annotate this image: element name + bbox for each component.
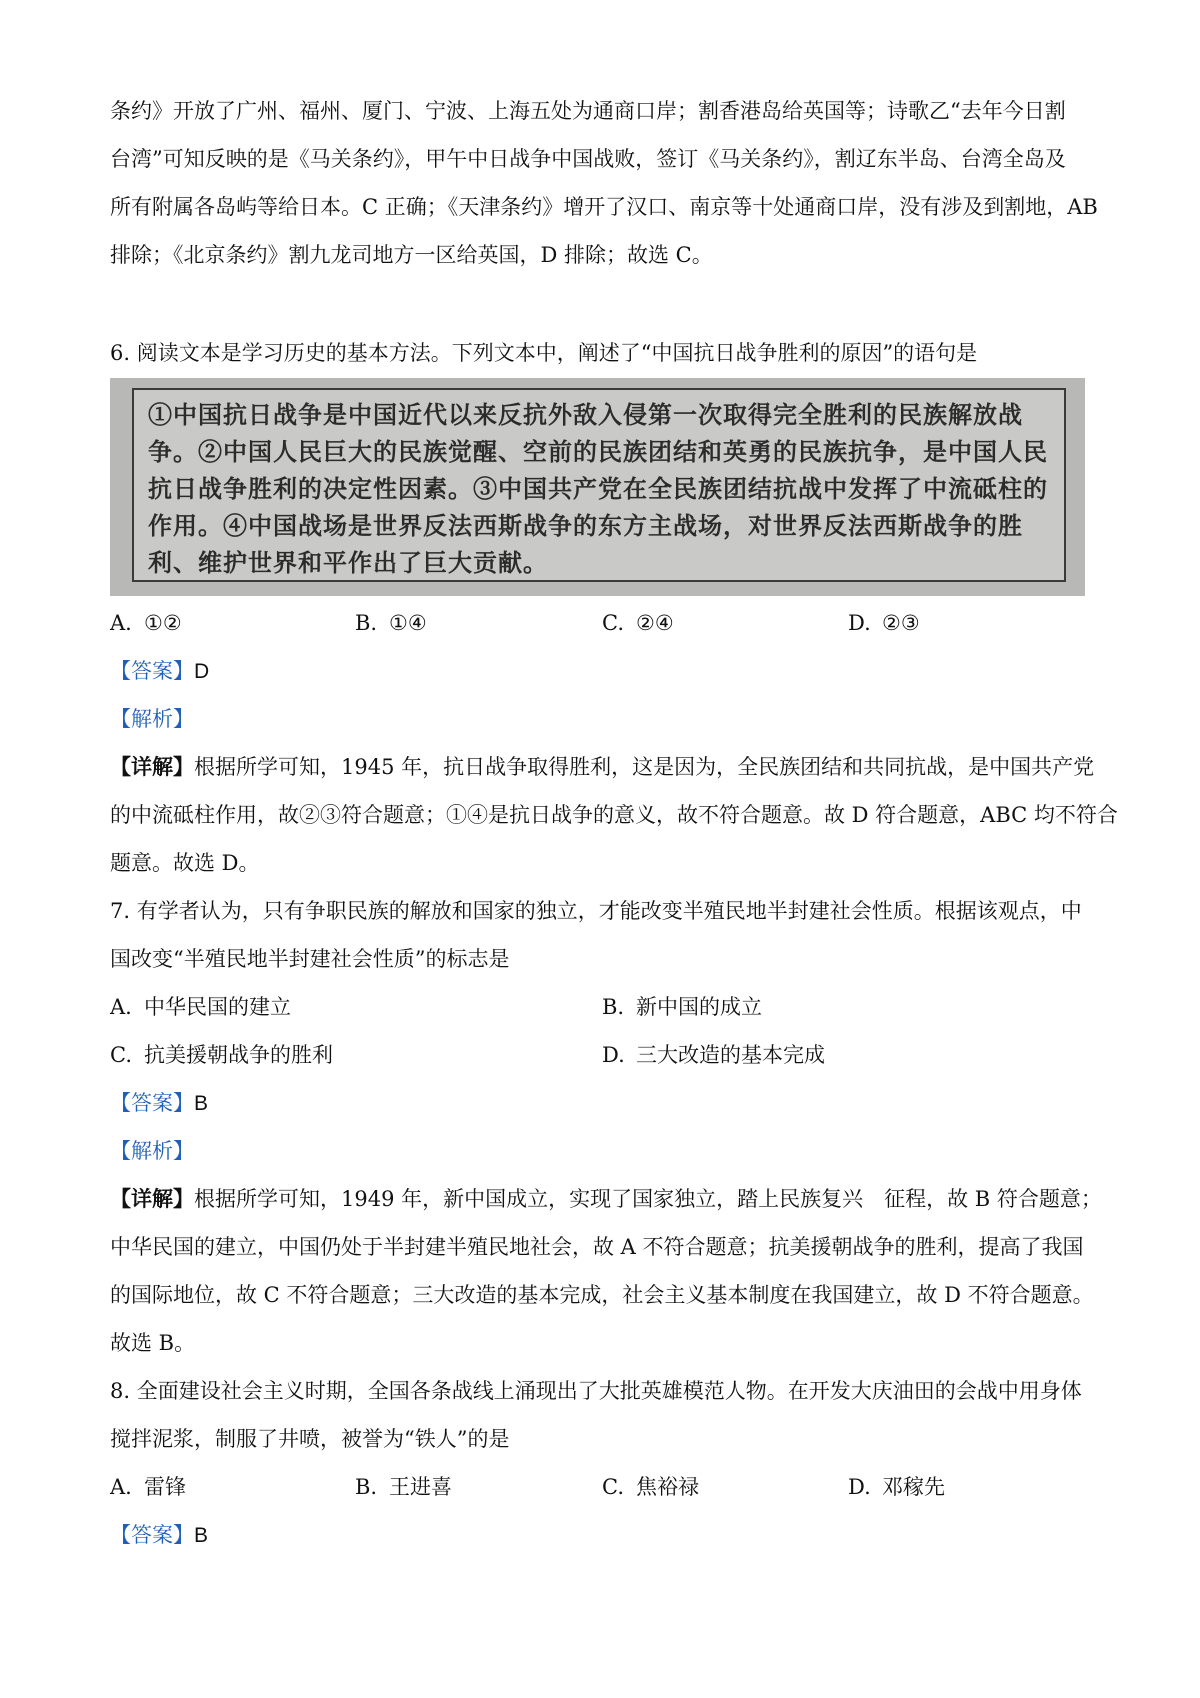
scanned-text: ①中国抗日战争是中国近代以来反抗外敌入侵第一次取得完全胜利的民族解放战争。②中国人民巨大的民族觉醒、空前的民族团结和英勇的民族抗争，是中国人民抗日战争胜利的决定性因素。③中国共产党在全民族团结抗战中发挥了中流砥柱的作用。④中国战场是世界反法西斯战争的东方主战场，对世界反法西斯战争的胜利、维护世界和平作出了巨大贡献。 [148,400,1048,577]
question-8-option-b: B. 王进喜 [355,1475,452,1499]
question-7-stem: 7. 有学者认为，只有争职民族的解放和国家的独立，才能改变半殖民地半封建社会性质。根据该观点，中 [110,899,1082,923]
question-7-option-a: A. 中华民国的建立 [110,995,291,1019]
question-6-stem: 6. 阅读文本是学习历史的基本方法。下列文本中，阐述了“中国抗日战争胜利的原因”的语句是 [110,341,978,365]
question-6-option-c: C. ②④ [602,611,674,635]
question-7-option-c: C. 抗美援朝战争的胜利 [110,1043,333,1067]
question-7-answer: 【答案】B [110,1092,209,1115]
question-8-answer: 【答案】B [110,1524,209,1547]
question-7-detail-line: 故选 B。 [110,1331,196,1355]
paragraph-line: 条约》开放了广州、福州、厦门、宁波、上海五处为通商口岸；割香港岛给英国等；诗歌乙“去年今日割 [110,99,1066,123]
question-8-stem: 8. 全面建设社会主义时期，全国各条战线上涌现出了大批英雄模范人物。在开发大庆油田的会战中用身体 [110,1379,1082,1403]
question-7-detail-line: 中华民国的建立，中国仍处于半封建半殖民地社会，故 A 不符合题意；抗美援朝战争的胜利，提高了我国 [110,1235,1084,1259]
question-6-option-d: D. ②③ [848,611,920,635]
question-7-detail: 【详解】根据所学可知，1949 年，新中国成立，实现了国家独立，踏上民族复兴 征程，故 B 符合题意； [110,1186,1102,1211]
question-8-option-a: A. 雷锋 [110,1475,186,1499]
paragraph-line: 排除；《北京条约》割九龙司地方一区给英国，D 排除；故选 C。 [110,243,713,267]
question-6-detail-line: 的中流砥柱作用，故②③符合题意；①④是抗日战争的意义，故不符合题意。故 D 符合题意，ABC 均不符合 [110,803,1118,827]
question-6-detail-line: 题意。故选 D。 [110,851,260,875]
question-8-option-d: D. 邓稼先 [848,1475,945,1499]
question-7-stem-line: 国改变“半殖民地半封建社会性质”的标志是 [110,947,510,971]
question-7-detail-line: 的国际地位，故 C 不符合题意；三大改造的基本完成，社会主义基本制度在我国建立，故 D 不符合题意。 [110,1283,1094,1307]
paragraph-line: 所有附属各岛屿等给日本。C 正确；《天津条约》增开了汉口、南京等十处通商口岸，没有涉及到割地，AB [110,195,1098,219]
scanned-text-frame [132,388,1066,582]
question-7-analysis-tag: 【解析】 [110,1140,194,1163]
question-7-option-d: D. 三大改造的基本完成 [602,1043,825,1067]
question-6-scanned-text-image [110,378,1085,596]
question-6-option-a: A. ①② [110,611,182,635]
question-6-analysis-tag: 【解析】 [110,708,194,731]
question-6-option-b: B. ①④ [355,611,427,635]
paragraph-line: 台湾”可知反映的是《马关条约》，甲午中日战争中国战败，签订《马关条约》，割辽东半岛、台湾全岛及 [110,147,1066,171]
question-6-detail: 【详解】根据所学可知，1945 年，抗日战争取得胜利，这是因为，全民族团结和共同抗战，是中国共产党 [110,754,1095,779]
question-8-option-c: C. 焦裕禄 [602,1475,699,1499]
question-8-stem-line: 搅拌泥浆，制服了井喷，被誉为“铁人”的是 [110,1427,510,1451]
question-6-answer: 【答案】D [110,660,210,683]
question-7-option-b: B. 新中国的成立 [602,995,762,1019]
